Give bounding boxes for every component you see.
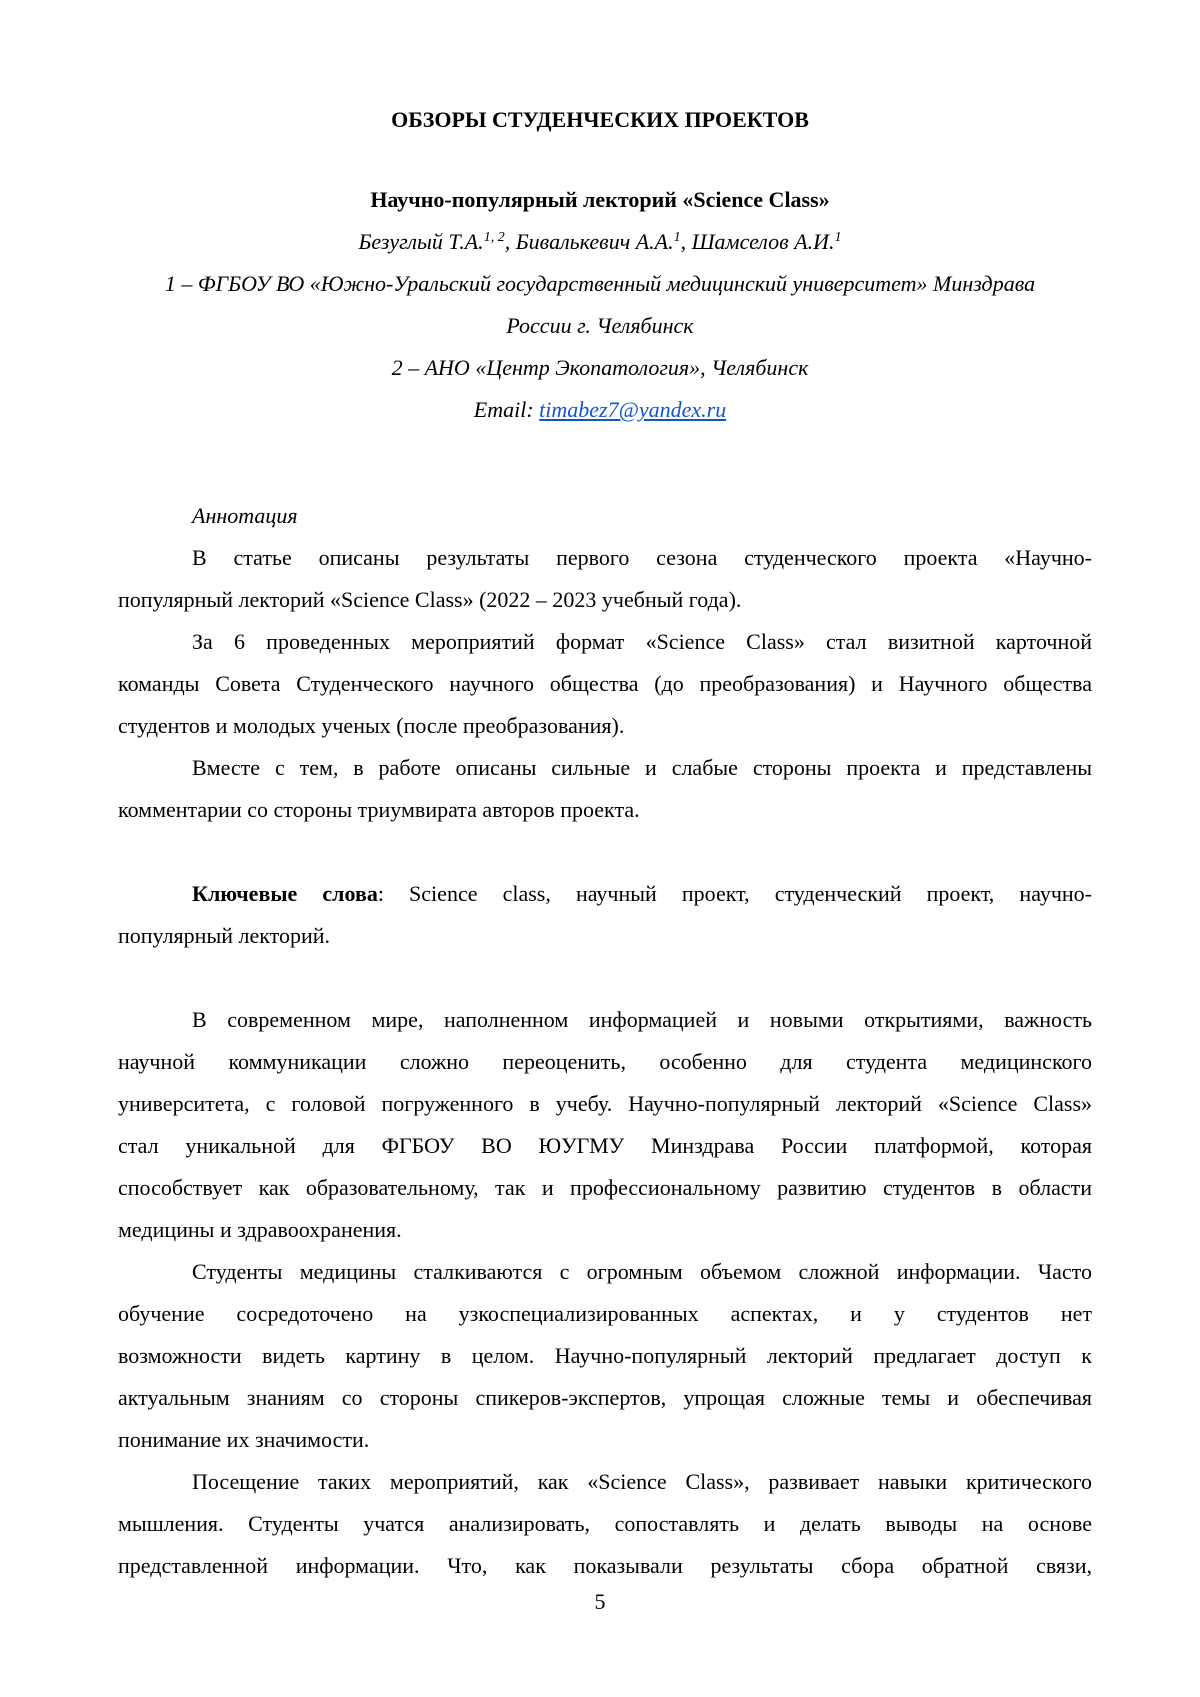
keywords-list: : Science class, научный проект, студенческий проект, научно-	[378, 881, 1092, 906]
section-title: ОБЗОРЫ СТУДЕНЧЕСКИХ ПРОЕКТОВ	[0, 106, 1200, 134]
abstract-paragraph-line: команды Совета Студенческого научного общества (до преобразования) и Научного общества	[118, 670, 1092, 698]
abstract-paragraph-line: комментарии со стороны триумвирата авторов проекта.	[118, 796, 640, 824]
abstract-paragraph-line: студентов и молодых ученых (после преобразования).	[118, 712, 624, 740]
abstract-paragraph-line: популярный лекторий «Science Class» (2022 – 2023 учебный года).	[118, 586, 741, 614]
body-paragraph-line: В современном мире, наполненном информацией и новыми открытиями, важность	[192, 1006, 1092, 1034]
affiliation-2: 2 – АНО «Центр Экопатология», Челябинск	[0, 354, 1200, 382]
body-paragraph-line: возможности видеть картину в целом. Научно-популярный лекторий предлагает доступ к	[118, 1342, 1092, 1370]
email-link[interactable]: timabez7@yandex.ru	[539, 397, 726, 422]
document-page	[0, 0, 1200, 1697]
page-number: 5	[0, 1588, 1200, 1616]
body-paragraph-line: Посещение таких мероприятий, как «Science Class», развивает навыки критического	[192, 1468, 1092, 1496]
abstract-heading: Аннотация	[192, 502, 298, 530]
author-affiliation-mark: 1, 2	[484, 230, 505, 245]
body-paragraph-line: медицины и здравоохранения.	[118, 1216, 402, 1244]
body-paragraph-line: обучение сосредоточено на узкоспециализированных аспектах, и у студентов нет	[118, 1300, 1092, 1328]
email-label: Email:	[474, 397, 539, 422]
body-paragraph-line: актуальным знаниям со стороны спикеров-экспертов, упрощая сложные темы и обеспечивая	[118, 1384, 1092, 1412]
body-paragraph-line: представленной информации. Что, как показывали результаты сбора обратной связи,	[118, 1552, 1092, 1580]
author-affiliation-mark: 1	[835, 230, 842, 245]
email-line	[0, 396, 1200, 424]
article-title: Научно-популярный лекторий «Science Class»	[0, 186, 1200, 214]
abstract-paragraph-line: В статье описаны результаты первого сезона студенческого проекта «Научно-	[192, 544, 1092, 572]
affiliation-1-continued: России г. Челябинск	[0, 312, 1200, 340]
author-affiliation-mark: 1	[674, 230, 681, 245]
author: Безуглый Т.А.	[358, 229, 483, 254]
body-paragraph-line: понимание их значимости.	[118, 1426, 369, 1454]
body-paragraph-line: научной коммуникации сложно переоценить, особенно для студента медицинского	[118, 1048, 1092, 1076]
body-paragraph-line: мышления. Студенты учатся анализировать, сопоставлять и делать выводы на основе	[118, 1510, 1092, 1538]
keywords-label: Ключевые слова	[192, 881, 378, 906]
keywords-line	[192, 880, 1092, 908]
author: Бивалькевич А.А.	[516, 229, 674, 254]
body-paragraph-line: университета, с головой погруженного в учебу. Научно-популярный лекторий «Science Class»	[118, 1090, 1092, 1118]
body-paragraph-line: стал уникальной для ФГБОУ ВО ЮУГМУ Минздрава России платформой, которая	[118, 1132, 1092, 1160]
abstract-paragraph-line: За 6 проведенных мероприятий формат «Science Class» стал визитной карточной	[192, 628, 1092, 656]
affiliation-1: 1 – ФГБОУ ВО «Южно-Уральский государственный медицинский университет» Минздрава	[0, 270, 1200, 298]
body-paragraph-line: способствует как образовательному, так и профессиональному развитию студентов в области	[118, 1174, 1092, 1202]
keywords-line-continued: популярный лекторий.	[118, 922, 330, 950]
authors-line: Безуглый Т.А.1, 2, Бивалькевич А.А.1, Шамселов А.И.1	[0, 228, 1200, 256]
author: Шамселов А.И.	[692, 229, 835, 254]
abstract-paragraph-line: Вместе с тем, в работе описаны сильные и слабые стороны проекта и представлены	[192, 754, 1092, 782]
body-paragraph-line: Студенты медицины сталкиваются с огромным объемом сложной информации. Часто	[192, 1258, 1092, 1286]
